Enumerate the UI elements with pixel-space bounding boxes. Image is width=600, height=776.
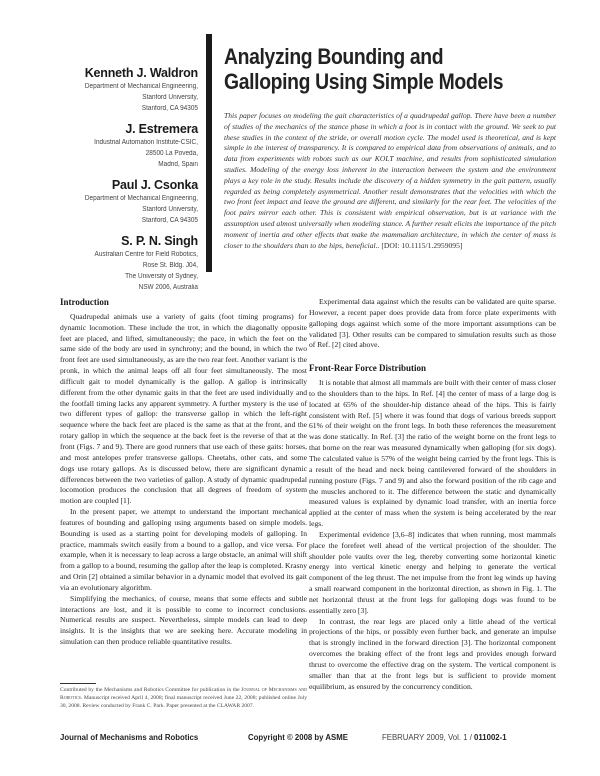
affiliation-line: NSW 2006, Australia — [138, 284, 198, 291]
section-heading-introduction: Introduction — [60, 297, 109, 307]
footnote-rule — [60, 683, 96, 684]
footer-article-id: 011002-1 — [474, 733, 507, 742]
paragraph: Experimental evidence [3,6–8] indicates that when running, most mammals place the forefeet well ahead of the vertical projection of the shoulder. The shoulder pole vaults over the leg, thereby converting some horizontal kinetic energy into vertical kinetic energy and helping to generate the vertical component of the leg thrust. The net impulse from the front leg winds up having a small rearward component in the horizontal direction, as shown in Fig. 1. The net horizontal thrust at the front legs for galloping dogs was found to be essentially zero [3]. — [309, 529, 556, 615]
affiliation-line: 28500 La Poveda, — [145, 150, 198, 157]
footer-issue-date: FEBRUARY 2009, Vol. 1 / — [382, 733, 475, 742]
paper-title — [224, 44, 534, 94]
footnote-text: Contributed by the Mechanisms and Robotics Committee for publication in the — [60, 687, 242, 693]
paragraph: In contrast, the rear legs are placed only a little ahead of the vertical projections of the hips, or possibly even further back, and generate an impulse that is strongly inclined in the forward direction [3]. The horizontal component overcomes the braking effect of the front legs and provides enough forward thrust to overcome the effective drag on the system. The vertical component is smaller than that at the front legs but is sufficient to provide moment equilibrium, as ensured by the concurrency condition. — [309, 616, 556, 691]
affiliation-line: Stanford, CA 94305 — [141, 105, 198, 112]
paragraph: It is notable that almost all mammals are built with their center of mass closer to the shoulders than to the hips. In Ref. [4] the center of mass of a large dog is located at 65% of the shoulder-hip distance ahead of the hips. This is fairly consistent with Ref. [5] where it was found that dogs of various breeds support 61% of their weight on the front legs. In both these references the measurement was done statically. In Ref. [3] the ratio of the weight borne on the front legs to that borne on the rear was measured dynamically when galloping (for six dogs). The calculated value is 57% of the weight being carried by the front legs. This is a result of the head and neck being cantilevered forward of the shoulders in running posture (Figs. 7 and 9) and also the forward position of the rib cage and the muscles anchored to it. The difference between the static and dynamically measured values is explained by dynamic load transfer, with an inertia force applied at the center of mass when the system is being accelerated by the rear legs. — [309, 378, 556, 529]
author-name: J. Estremera — [125, 122, 198, 136]
paragraph: In the present paper, we attempt to understand the important mechanical features of bounding and galloping using arguments based on simple models. Bounding is used as a starting point for developing models of galloping. In practice, mammals switch easily from a bound to a gallop, and vice versa. For example, when it is necessary to leap across a large obstacle, an animal will shift from a gallop to a bound, resuming the gallop after the leap is completed. Krasny and Orin [2] obtained a similar behavior in a dynamic model that evolved its gait via an evolutionary algorithm. — [60, 507, 307, 592]
author-csonka — [40, 178, 198, 226]
footnote — [60, 686, 307, 710]
author-name: S. P. N. Singh — [121, 234, 198, 248]
affiliation-line: Department of Mechanical Engineering, — [84, 83, 198, 90]
paragraph: Experimental data against which the results can be validated are quite sparse. However, a recent paper does provide data from force plate experiments with galloping dogs against which some of the more important assumptions can be validated [3]. Other results can be compared to simulation results such as those of Ref. [2] cited above. — [309, 297, 556, 350]
title-line-2: Galloping Using Simple Models — [224, 69, 504, 94]
footer-copyright: Copyright © 2008 by ASME — [248, 733, 348, 742]
affiliation-line: Stanford, CA 94305 — [141, 217, 198, 224]
affiliation-line: Industrial Automation Institute-CSIC, — [94, 139, 198, 146]
author-name: Paul J. Csonka — [111, 178, 198, 192]
abstract-text: This paper focuses on modeling the gait characteristics of a quadrupedal gallop. There have been a number of studies of the mechanics of the stance phase in which a foot is in contact with the ground. We seek to put these studies in the context of the stride, or overall motion cycle. The model used is theoretical, and is kept simple in the interest of transparency. It is compared to empirical data from observations of animals, and to data from experiments with robots such as our KOLT machine, and results from sophisticated simulation studies. Modeling of the energy loss inherent in the interaction between the system and the environment plays a key role in the study. Results include the discovery of a hidden symmetry in the gait pattern, usually regarded as being completely asymmetrical. Another result demonstrates that the velocities with which the two front feet impact and leave the ground are different, and similarly for the rear feet. The velocities of the foot pairs mirror each other. This is consistent with empirical observation, but is at variance with the assumption used almost universally when modeling stance. A further result elicits the importance of the pitch moment of inertia and other effects that make the mammalian architecture, in which the center of mass is closer to the shoulders than to the hips, beneficial.. — [224, 111, 556, 250]
author-block — [40, 66, 198, 301]
author-waldron — [40, 66, 198, 114]
affiliation-line: Stanford University, — [142, 206, 198, 213]
doi-link[interactable]: [DOI: 10.1115/1.2959095] — [381, 240, 463, 250]
title-line-1: Analyzing Bounding and — [224, 44, 444, 69]
right-column — [309, 297, 556, 693]
affiliation-line: Australian Centre for Field Robotics, — [94, 251, 198, 258]
left-column — [60, 297, 307, 648]
author-singh — [40, 234, 198, 293]
footer-issue — [382, 733, 507, 742]
footnote-text: . Manuscript received April 4, 2008; final manuscript received June 22, 2008; published online July 30, 2008. Review conducted by Frank C. Park. Paper presented at the CLAWAR 2007. — [60, 695, 307, 709]
affiliation-line: The University of Sydney, — [125, 273, 198, 280]
footer-journal: Journal of Mechanisms and Robotics — [60, 733, 199, 742]
author-estremera — [40, 122, 198, 170]
affiliation-line: Madrid, Spain — [158, 161, 198, 168]
paragraph: Quadrupedal animals use a variety of gaits (foot timing programs) for dynamic locomotion. These include the trot, in which the diagonally opposite feet are placed, and lifted, simultaneously; the pace, in which the feet on the same side of the body are used in synchrony; and the bound, in which the two front feet are used simultaneously, as are the two rear feet. Another variant is the pronk, in which the animal leaps off all four feet simultaneously. The most difficult gait to model dynamically is the gallop. A gallop is intrinsically different from the other dynamic gaits in that the feet are used individually and the footfall timing lacks any apparent symmetry. A further mystery is the use of two different types of gallop: the transverse gallop in which the left-right sequence where the back feet are placed is the same as that at the front, and the rotary gallop in which the sequence at the back feet is the reverse of that at the front (Figs. 7 and 9). There are good runners that use each of these gaits: horses, and most antelopes prefer transverse gallops. Cheetahs, other cats, and some dogs use rotary gallops. As is discussed below, there are significant dynamic differences between the two varieties of gallop. A study of dynamic quadrupedal locomotion produces the conclusion that all degrees of freedom of system motion are coupled [1]. — [60, 311, 307, 506]
title-divider-bar — [206, 34, 212, 272]
author-name: Kenneth J. Waldron — [84, 66, 198, 80]
abstract — [224, 111, 556, 251]
paragraph: Simplifying the mechanics, of course, means that some effects and subtle interactions are lost, and it is possible to come to incorrect conclusions. Numerical results are suspect. Nevertheless, simple models can lead to deep insights. It is the insights that we are seeking here. Accurate modeling in simulation can then produce reliable quantitative results. — [60, 593, 307, 647]
affiliation-line: Department of Mechanical Engineering, — [84, 195, 198, 202]
footnote-journal: Journal of Mechanisms and Robotics — [60, 687, 307, 701]
affiliation-line: Rose St. Bldg. J04, — [142, 262, 198, 269]
section-heading-front-rear: Front-Rear Force Distribution — [309, 363, 426, 374]
affiliation-line: Stanford University, — [142, 94, 198, 101]
